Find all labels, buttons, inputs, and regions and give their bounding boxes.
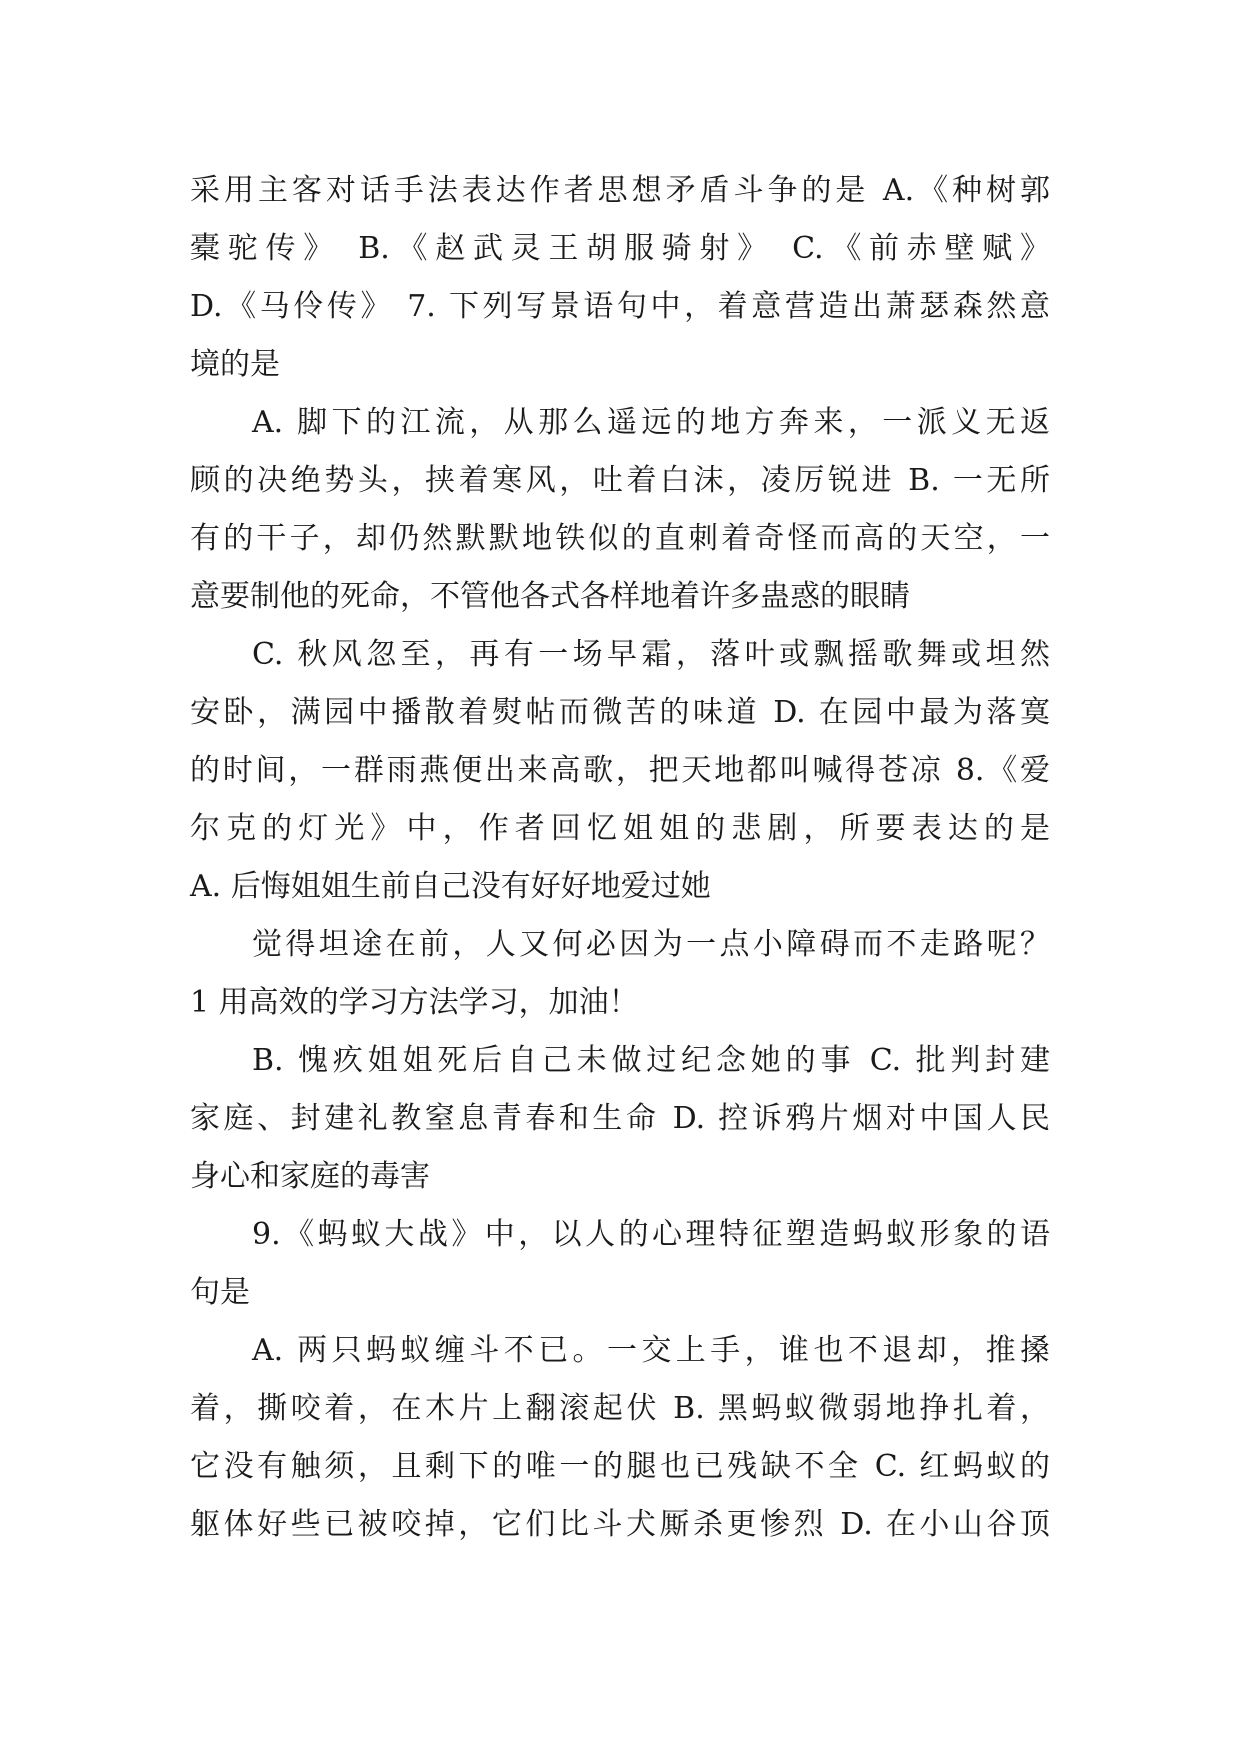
- text-line: 顾的决绝势头，挟着寒风，吐着白沫，凌厉锐进 B. 一无所: [190, 463, 1050, 498]
- paragraph-question-7-options-ab: [190, 394, 1050, 626]
- paragraph-question-8-options: [190, 1032, 1050, 1206]
- text-line: 意要制他的死命，不管他各式各样地着许多蛊惑的眼睛: [190, 579, 910, 614]
- text-line: 尔克的灯光》中，作者回忆姐姐的悲剧，所要表达的是: [190, 811, 1050, 846]
- text-line: C. 秋风忽至，再有一场早霜，落叶或飘摇歌舞或坦然: [252, 637, 1050, 672]
- text-line: B. 愧疚姐姐死后自己未做过纪念她的事 C. 批判封建: [252, 1043, 1050, 1078]
- text-line: 躯体好些已被咬掉，它们比斗犬厮杀更惨烈 D. 在小山谷顶: [190, 1507, 1050, 1542]
- paragraph-question-9-options: [190, 1322, 1050, 1554]
- text-line: D.《马伶传》 7. 下列写景语句中，着意营造出萧瑟森然意: [190, 289, 1050, 324]
- text-line: 境的是: [190, 347, 280, 382]
- text-line: A. 后悔姐姐生前自己没有好好地爱过她: [190, 869, 711, 904]
- text-line: A. 脚下的江流，从那么遥远的地方奔来，一派义无返: [252, 405, 1050, 440]
- paragraph-question-9: [190, 1206, 1050, 1322]
- text-line: 的时间，一群雨燕便出来高歌，把天地都叫喊得苍凉 8.《爱: [190, 753, 1050, 788]
- text-line: 身心和家庭的毒害: [190, 1159, 430, 1194]
- text-line: A. 两只蚂蚁缠斗不已。一交上手，谁也不退却，推搡: [252, 1333, 1050, 1368]
- text-line: 着，撕咬着，在木片上翻滚起伏 B. 黑蚂蚁微弱地挣扎着，: [190, 1391, 1050, 1426]
- text-line: 家庭、封建礼教窒息青春和生命 D. 控诉鸦片烟对中国人民: [190, 1101, 1050, 1136]
- text-line: 有的干子，却仍然默默地铁似的直刺着奇怪而高的天空，一: [190, 521, 1050, 556]
- text-line: 安卧，满园中播散着熨帖而微苦的味道 D. 在园中最为落寞: [190, 695, 1050, 730]
- paragraph-question-7-options-cd: [190, 626, 1050, 916]
- paragraph-motto: [190, 916, 1050, 1032]
- text-line: 1 用高效的学习方法学习，加油！: [190, 985, 639, 1020]
- paragraph-question-6: [190, 162, 1050, 394]
- text-line: 它没有触须，且剩下的唯一的腿也已残缺不全 C. 红蚂蚁的: [190, 1449, 1050, 1484]
- document-body: [190, 162, 1050, 1554]
- text-line: 橐驼传》 B.《赵武灵王胡服骑射》 C.《前赤壁赋》: [190, 231, 1050, 266]
- text-line: 句是: [190, 1275, 250, 1310]
- text-line: 9.《蚂蚁大战》中，以人的心理特征塑造蚂蚁形象的语: [252, 1217, 1050, 1252]
- text-line: 觉得坦途在前，人又何必因为一点小障碍而不走路呢？: [252, 927, 1050, 962]
- text-line: 采用主客对话手法表达作者思想矛盾斗争的是 A.《种树郭: [190, 173, 1050, 208]
